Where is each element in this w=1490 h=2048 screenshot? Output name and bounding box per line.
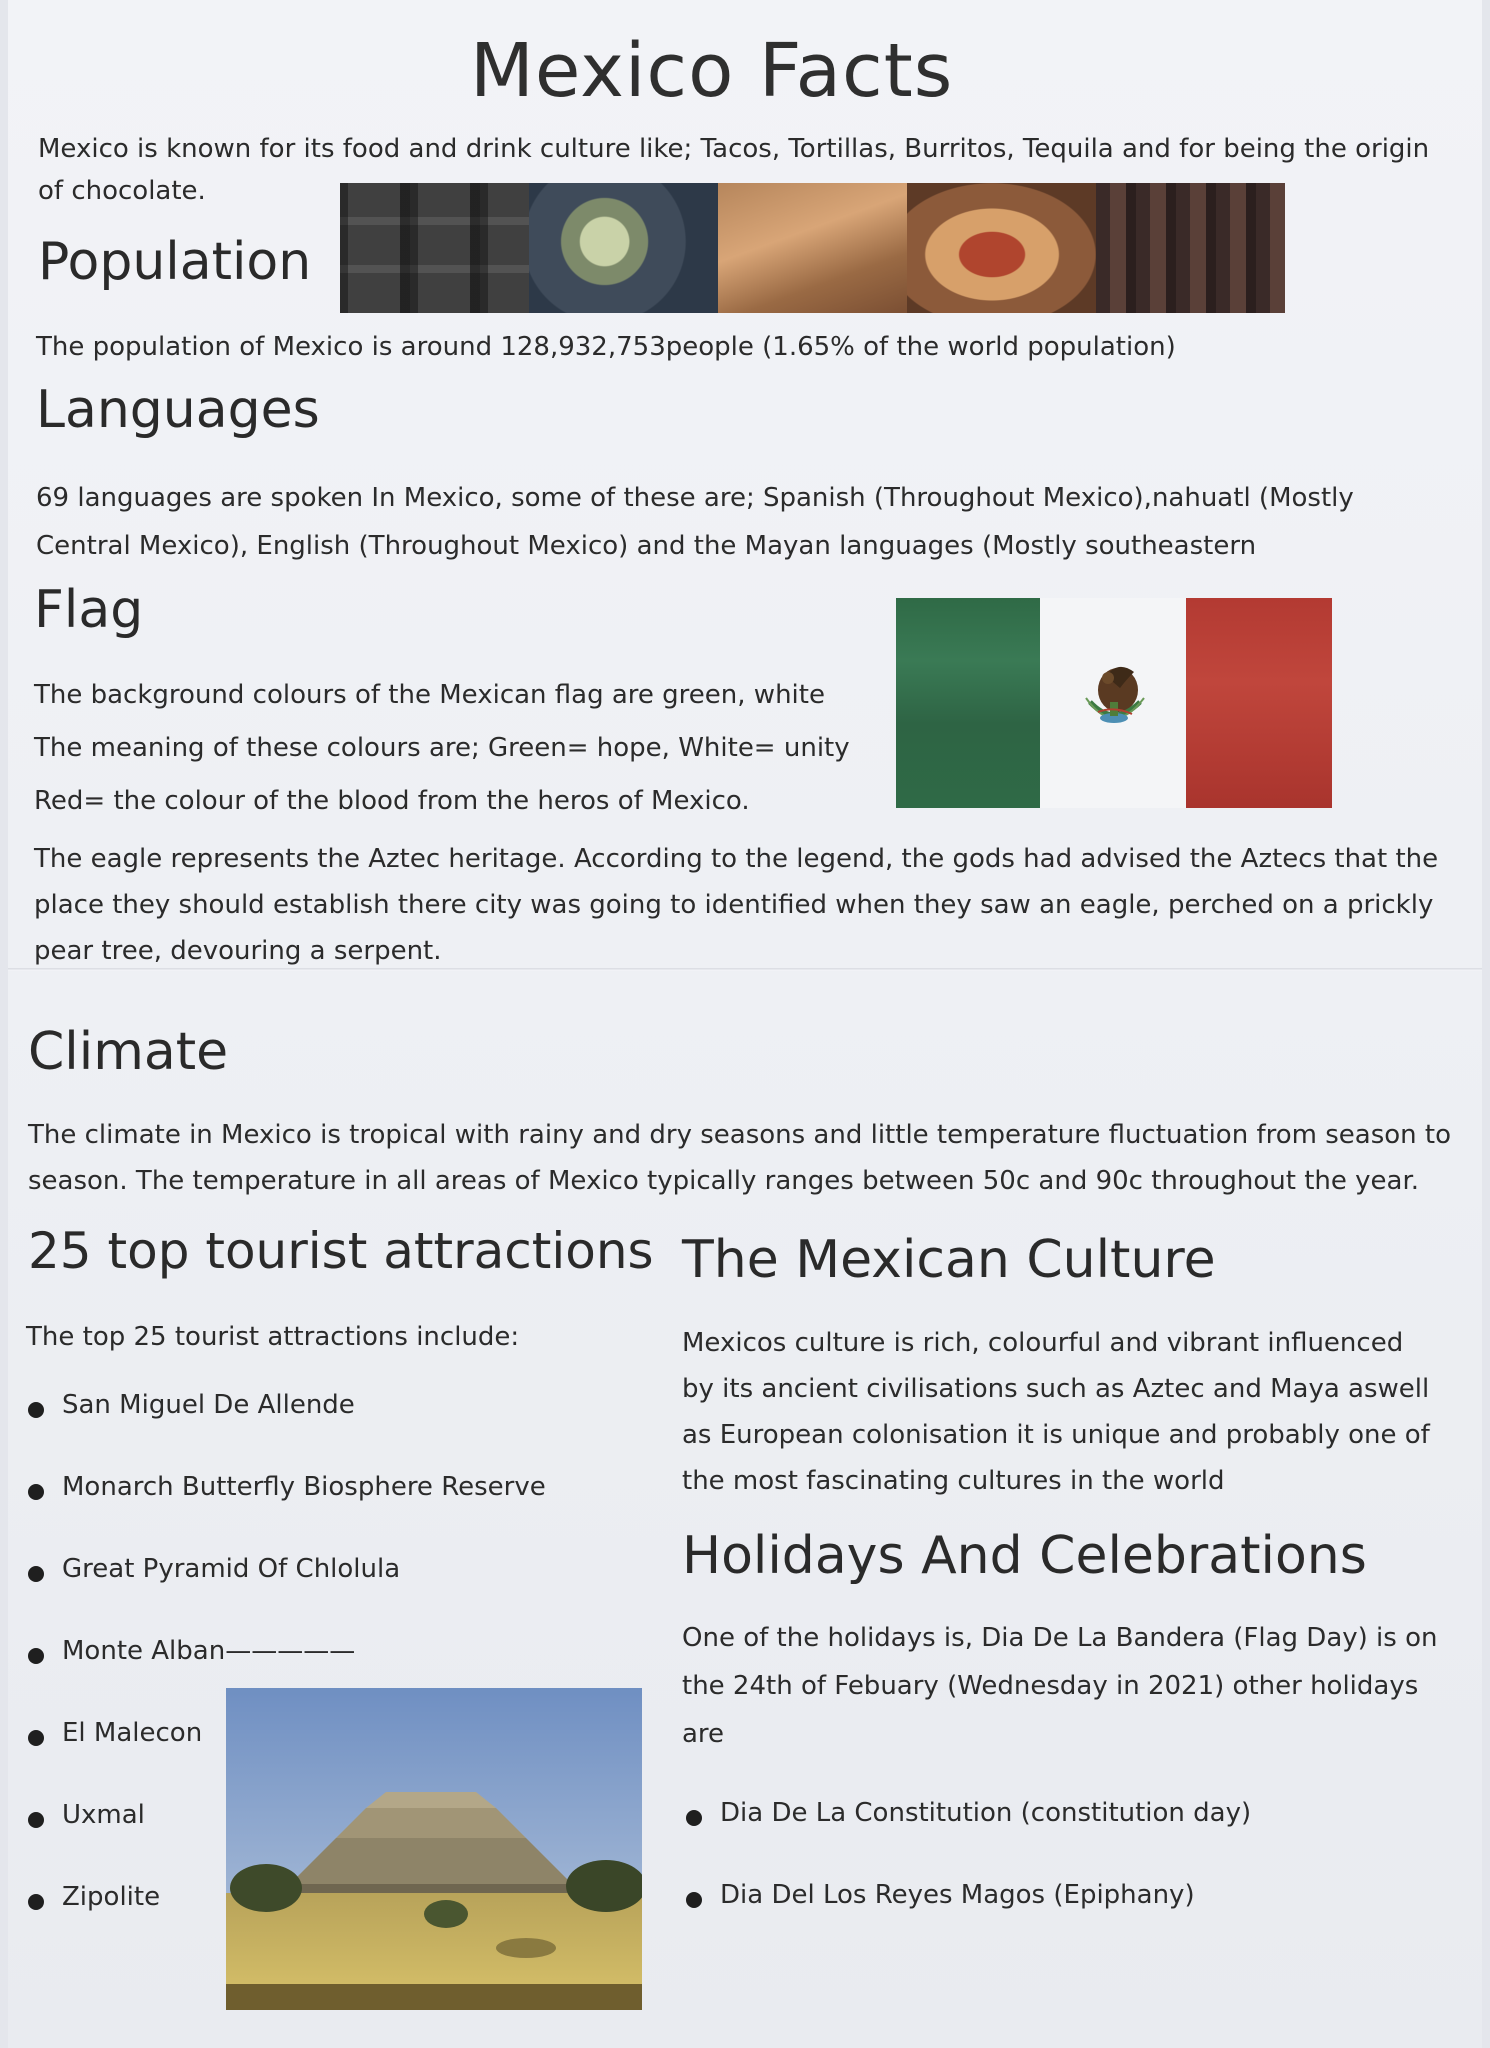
climate-text: The climate in Mexico is tropical with rainy and dry seasons and little temperature fluctuation from season to season. The temperature in all areas of Mexico typically ranges between 50c and 90c throughout the year. xyxy=(28,1120,1451,1196)
culture-heading: The Mexican Culture xyxy=(682,1230,1216,1290)
pyramid-photo xyxy=(226,1688,642,2010)
population-heading: Population xyxy=(38,232,312,292)
languages-text: 69 languages are spoken In Mexico, some of these are; Spanish (Throughout Mexico),nahuatl (Mostly Central Mexico), English (Throughout Mexico) and the Mayan languages (Mostly southeastern xyxy=(36,483,1354,561)
attractions-heading: 25 top tourist attractions xyxy=(28,1222,654,1280)
population-text: The population of Mexico is around 128,932,753people (1.65% of the world population) xyxy=(36,332,1176,362)
holidays-text: One of the holidays is, Dia De La Bandera (Flag Day) is on the 24th of Febuary (Wednesday in 2021) other holidays are xyxy=(682,1623,1438,1749)
list-item: Great Pyramid Of Chlolula xyxy=(62,1554,622,1636)
eagle-emblem-icon xyxy=(1076,658,1152,742)
holidays-heading: Holidays And Celebrations xyxy=(682,1526,1367,1586)
food-images-strip xyxy=(340,183,1285,313)
list-item: El Malecon xyxy=(62,1718,622,1800)
list-item: Dia De La Constitution (constitution day) xyxy=(720,1798,1460,1880)
climate-heading: Climate xyxy=(28,1022,229,1082)
flag-line-2: The meaning of these colours are; Green= hope, White= unity xyxy=(34,733,850,763)
flag-eagle-text: The eagle represents the Aztec heritage. According to the legend, the gods had advised the Aztecs that the place they should establish there city was going to identified when they saw an eagle, perched on a prickly pear tree, devouring a serpent. xyxy=(34,844,1439,966)
flag-green-stripe xyxy=(896,598,1040,808)
culture-text: Mexicos culture is rich, colourful and vibrant influenced by its ancient civilisations such as Aztec and Maya aswell as European colonisation it is unique and probably one of the most fascinating cultures in the world xyxy=(682,1328,1430,1496)
tacos-image xyxy=(529,183,718,313)
list-item: Monte Alban————— xyxy=(62,1636,622,1718)
mexican-flag-image xyxy=(896,598,1332,808)
tequila-image xyxy=(1096,183,1285,313)
burritos-image xyxy=(907,183,1096,313)
intro-text: Mexico is known for its food and drink culture like; Tacos, Tortillas, Burritos, Tequila and for being the origin of chocolate. xyxy=(38,134,1430,206)
chocolate-image xyxy=(340,183,529,313)
languages-heading: Languages xyxy=(36,380,320,440)
flag-red-stripe xyxy=(1186,598,1332,808)
list-item: Uxmal xyxy=(62,1800,622,1882)
page-title: Mexico Facts xyxy=(470,28,954,114)
holidays-list xyxy=(720,1798,1460,1962)
list-item: Dia Del Los Reyes Magos (Epiphany) xyxy=(720,1880,1460,1962)
flag-line-1: The background colours of the Mexican flag are green, white xyxy=(34,680,825,710)
tortillas-image xyxy=(718,183,907,313)
list-item: Monarch Butterfly Biosphere Reserve xyxy=(62,1472,622,1554)
attractions-intro: The top 25 tourist attractions include: xyxy=(26,1322,520,1352)
flag-line-3: Red= the colour of the blood from the heros of Mexico. xyxy=(34,786,750,816)
flag-heading: Flag xyxy=(34,580,144,640)
list-item: Zipolite xyxy=(62,1882,622,1964)
list-item: San Miguel De Allende xyxy=(62,1390,622,1472)
